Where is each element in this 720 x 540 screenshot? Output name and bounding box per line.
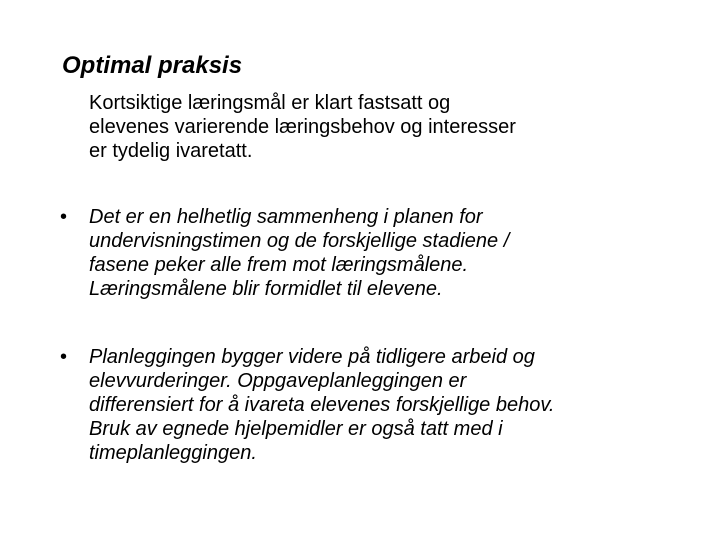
bullet-text [89,205,509,301]
bullet-line: differensiert for å ivareta elevenes forskjellige behov. [89,394,555,416]
intro-line: elevenes varierende læringsbehov og interesser [89,116,516,138]
bullet-line: elevvurderinger. Oppgaveplanleggingen er [89,370,467,392]
intro-line: er tydelig ivaretatt. [89,140,253,162]
bullet-line: fasene peker alle frem mot læringsmålene. [89,254,469,276]
slide-heading: Optimal praksis [62,52,243,79]
bullet-line: Læringsmålene blir formidlet til elevene. [89,278,443,300]
bullet-icon: • [60,206,68,228]
bullet-line: timeplanleggingen. [89,442,257,464]
intro-paragraph [89,91,689,163]
bullet-line: Planleggingen bygger videre på tidligere arbeid og [89,346,535,368]
intro-line: Kortsiktige læringsmål er klart fastsatt og [89,92,451,114]
bullet-line: undervisningstimen og de forskjellige stadiene / [89,230,510,252]
bullet-text [89,345,554,465]
bullet-line: Det er en helhetlig sammenheng i planen for [89,206,483,228]
bullet-icon: • [60,346,68,368]
bullet-line: Bruk av egnede hjelpemidler er også tatt med i [89,418,503,440]
